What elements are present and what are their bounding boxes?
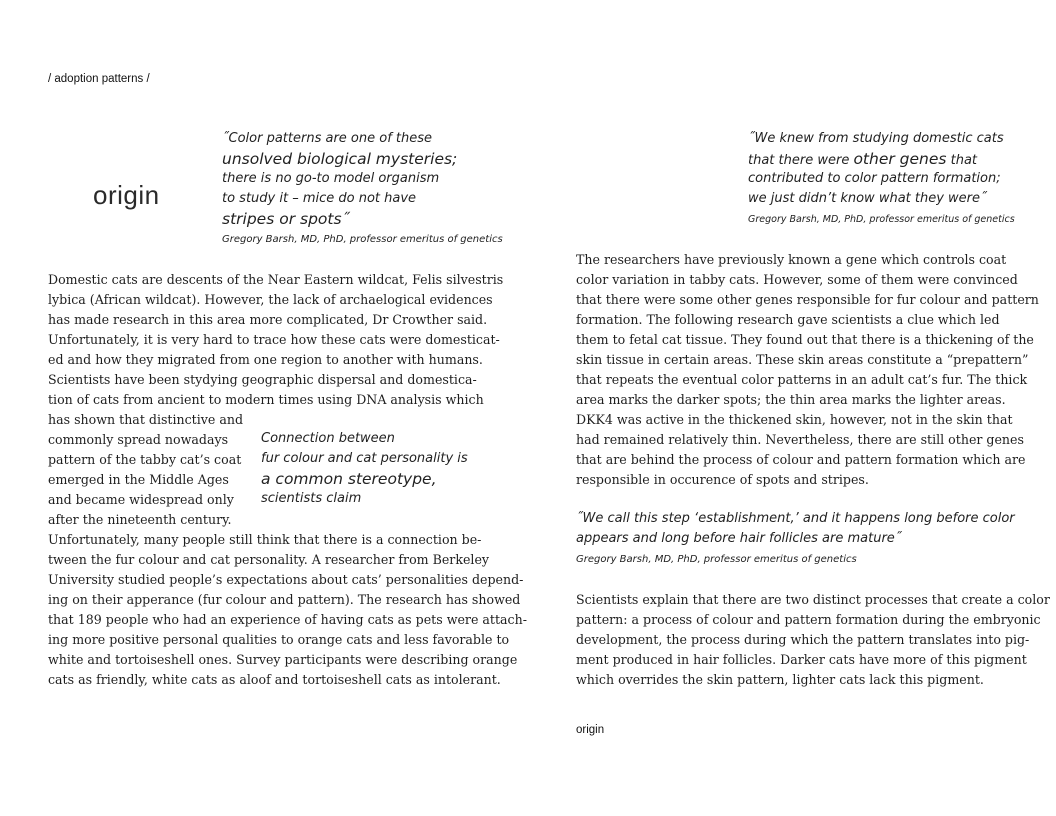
- pull-quote-establishment: [576, 509, 1015, 570]
- inline-pull-quote: [261, 429, 468, 509]
- quote-line: fur colour and cat personality is: [261, 451, 468, 466]
- quote-line: scientists claim: [261, 491, 362, 506]
- text-line: that there were some other genes responsible for fur colour and pattern: [576, 292, 1039, 307]
- text-line: pattern of the tabby cat’s coat: [48, 452, 242, 467]
- text-line: them to fetal cat tissue. They found out that there is a thickening of the: [576, 332, 1034, 347]
- right-paragraph-2: [576, 590, 1050, 690]
- text-line: ing on their apperance (fur colour and pattern). The research has showed: [48, 592, 521, 607]
- quote-line-emphasis: stripes or spots˝: [222, 210, 350, 228]
- quote-attribution: Gregory Barsh, MD, PhD, professor emeritus of genetics: [576, 554, 857, 565]
- text-line: responsible in occurence of spots and stripes.: [576, 472, 869, 487]
- text-line: after the nineteenth century.: [48, 512, 232, 527]
- quote-line: ˝We call this step ‘establishment,’ and it happens long before color: [576, 511, 1015, 526]
- quote-line: ˝We knew from studying domestic cats: [748, 131, 1004, 146]
- quote-fragment: that there were: [748, 153, 854, 168]
- text-line: that 189 people who had an experience of having cats as pets were attach-: [48, 612, 527, 627]
- text-line: and became widespread only: [48, 492, 234, 507]
- text-line: University studied people’s expectations about cats’ personalities depend-: [48, 572, 524, 587]
- quote-line: appears and long before hair follicles are mature˝: [576, 531, 902, 546]
- pull-quote-barsh: [222, 129, 503, 250]
- text-line: Unfortunately, it is very hard to trace how these cats were domesticat-: [48, 332, 500, 347]
- text-line: Unfortunately, many people still think that there is a connection be-: [48, 532, 482, 547]
- quote-attribution: Gregory Barsh, MD, PhD, professor emeritus of genetics: [748, 214, 1015, 225]
- quote-fragment: that: [946, 153, 978, 168]
- text-line: Scientists explain that there are two distinct processes that create a color: [576, 592, 1050, 607]
- page-folio: origin: [576, 724, 605, 736]
- quote-line: Connection between: [261, 431, 395, 446]
- section-title: origin: [93, 180, 160, 210]
- text-line: ment produced in hair follicles. Darker cats have more of this pigment: [576, 652, 1027, 667]
- quote-line: contributed to color pattern formation;: [748, 171, 1001, 186]
- text-line: pattern: a process of colour and pattern formation during the embryonic: [576, 612, 1041, 627]
- text-line: that repeats the eventual color patterns in an adult cat’s fur. The thick: [576, 372, 1028, 387]
- quote-line: to study it – mice do not have: [222, 191, 417, 206]
- text-line: development, the process during which the pattern translates into pig-: [576, 632, 1030, 647]
- text-line: has made research in this area more complicated, Dr Crowther said.: [48, 312, 488, 327]
- text-line: had remained relatively thin. Nevertheless, there are still other genes: [576, 432, 1024, 447]
- quote-line: [748, 149, 1015, 169]
- text-line: tween the fur colour and cat personality. A researcher from Berkeley: [48, 552, 490, 567]
- text-line: skin tissue in certain areas. These skin areas constitute a “prepattern”: [576, 352, 1029, 367]
- quote-emphasis: other genes: [853, 150, 947, 168]
- text-line: The researchers have previously known a gene which controls coat: [576, 252, 1007, 267]
- text-line: which overrides the skin pattern, lighter cats lack this pigment.: [576, 672, 984, 687]
- text-line: lybica (African wildcat). However, the lack of archaelogical evidences: [48, 292, 493, 307]
- quote-line: there is no go-to model organism: [222, 171, 440, 186]
- running-head: / adoption patterns /: [48, 73, 150, 85]
- text-line: Domestic cats are descents of the Near Eastern wildcat, Felis silvestris: [48, 272, 504, 287]
- text-line: DKK4 was active in the thickened skin, however, not in the skin that: [576, 412, 1013, 427]
- quote-line: ˝Color patterns are one of these: [222, 131, 433, 146]
- text-line: tion of cats from ancient to modern times using DNA analysis which: [48, 392, 484, 407]
- text-line: white and tortoiseshell ones. Survey participants were describing orange: [48, 652, 518, 667]
- quote-line-emphasis: unsolved biological mysteries;: [222, 150, 458, 168]
- text-line: that are behind the process of colour and pattern formation which are: [576, 452, 1026, 467]
- text-line: has shown that distinctive and: [48, 412, 244, 427]
- right-paragraph-1: [576, 250, 1039, 490]
- text-line: area marks the darker spots; the thin area marks the lighter areas.: [576, 392, 1006, 407]
- text-line: ed and how they migrated from one region to another with humans.: [48, 352, 483, 367]
- quote-attribution: Gregory Barsh, MD, PhD, professor emeritus of genetics: [222, 234, 503, 245]
- text-line: color variation in tabby cats. However, some of them were convinced: [576, 272, 1018, 287]
- text-line: Scientists have been stydying geographic dispersal and domestica-: [48, 372, 477, 387]
- quote-line-emphasis: a common stereotype,: [261, 470, 437, 488]
- text-line: ing more positive personal qualities to orange cats and less favorable to: [48, 632, 510, 647]
- quote-line: we just didn’t know what they were˝: [748, 191, 987, 206]
- pull-quote-barsh-2: [748, 129, 1015, 230]
- text-line: emerged in the Middle Ages: [48, 472, 229, 487]
- text-line: formation. The following research gave scientists a clue which led: [576, 312, 1000, 327]
- text-line: cats as friendly, white cats as aloof and tortoiseshell cats as intolerant.: [48, 672, 501, 687]
- text-line: commonly spread nowadays: [48, 432, 229, 447]
